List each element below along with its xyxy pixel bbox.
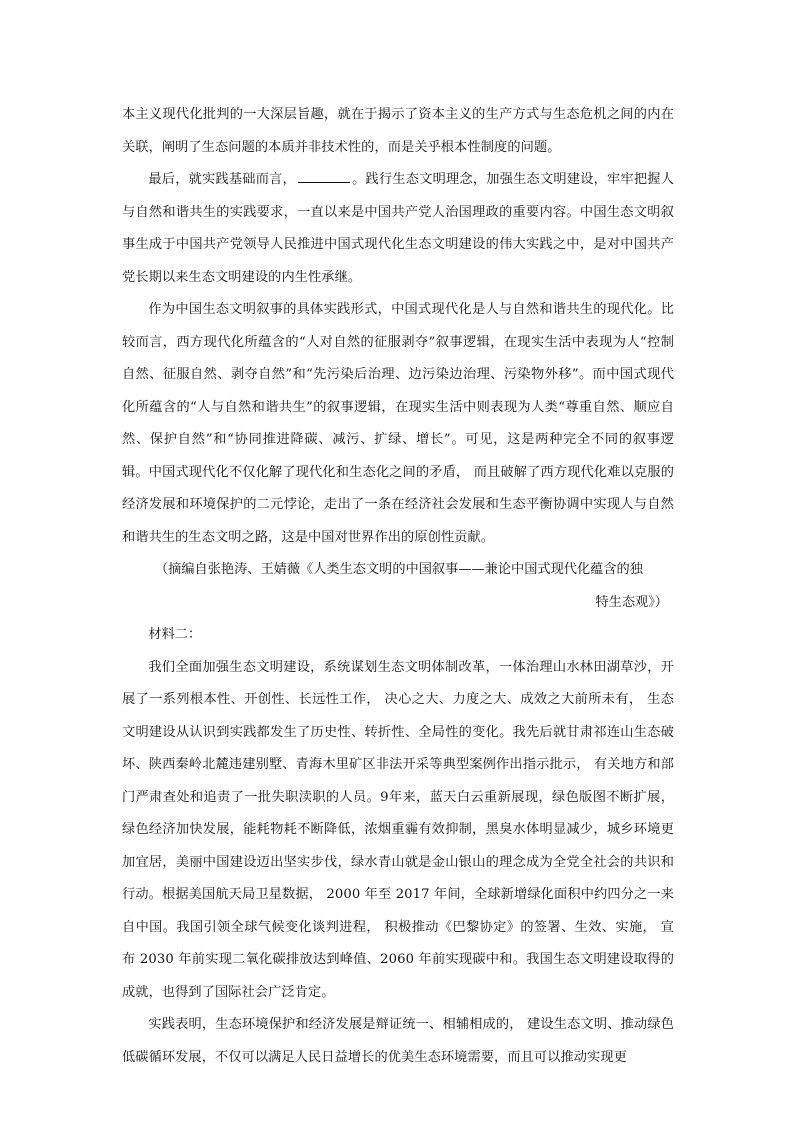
- fill-in-blank: [298, 170, 350, 183]
- paragraph-3: 作为中国生态文明叙事的具体实践形式，中国式现代化是人与自然和谐共生的现代化。比较而言，西方现代化所蕴含的“人对自然的征服剥夺”叙事逻辑，在现实生活中表现为人“控制自然、征服自然、剥夺自然”和“先污染后治理、边污染边治理、污染物外移”。而中国式现代化所蕴含的“人与自然和谐共生”的叙事逻辑，在现实生活中则表现为人类“尊重自然、顺应自然、保护自然”和“协同推进降碳、减污、扩绿、增长”。可见，这是两种完全不同的叙事逻辑。中国式现代化不仅化解了现代化和生态化之间的矛盾， 而且破解了西方现代化难以克服的经济发展和环境保护的二元悖论，走出了一条在经济社会发展和生态平衡协调中实现人与自然和谐共生的生态文明之路，这是中国对世界作出的原创性贡献。: [122, 302, 674, 545]
- paragraph-4: 我们全面加强生态文明建设，系统谋划生态文明体制改革，一体治理山水林田湖草沙，开展了一系列根本性、开创性、长远性工作， 决心之大、力度之大、成效之大前所未有， 生态文明建设从认识到实践都发生了历史性、转折性、全局性的变化。我先后就甘肃祁连山生态破坏、陕西秦岭北麓违建别墅、青海木里矿区非法开采等典型案例作出指示批示， 有关地方和部门严肃查处和追责了一批失职渎职的人员。9年来，蓝天白云重新展现，绿色版图不断扩展，绿色经济加快发展，能耗物耗不断降低，浓烟重霾有效抑制，黑臭水体明显减少，城乡环境更加宜居，美丽中国建设迈出坚实步伐，绿水青山就是金山银山的理念成为全党全社会的共识和行动。根据美国航天局卫星数据， 2000 年至 2017 年间，全球新增绿化面积中约四分之一来自中国。我国引领全球气候变化谈判进程， 积极推动《巴黎协定》的签署、生效、实施， 宣布 2030 年前实现二氧化碳排放达到峰值、2060 年前实现碳中和。我国生态文明建设取得的成就，也得到了国际社会广泛肯定。: [122, 659, 674, 1000]
- paragraph-2-rest: 。践行生态文明理念，加强生态文明建设，牢牢把握人与自然和谐共生的实践要求，一直以来是中国共产党人治国理政的重要内容。中国生态文明叙事生成于中国共产党领导人民推进中国式现代化生态文明建设的伟大实践之中，是对中国共产党长期以来生态文明建设的内生性承继。: [122, 172, 674, 285]
- section-heading-material-2: 材料二：: [148, 627, 202, 642]
- citation-line-2: 特生态观》）: [595, 594, 668, 610]
- paragraph-1: 本主义现代化批判的一大深层旨趣，就在于揭示了资本主义的生产方式与生态危机之间的内在关联，阐明了生态问题的本质并非技术性的，而是关乎根本性制度的问题。: [122, 107, 674, 155]
- paragraph-2: [122, 164, 674, 294]
- paragraph-2-lead: 最后，就实践基础而言，: [148, 172, 296, 187]
- document-page: [122, 99, 674, 1074]
- paragraph-5: 实践表明，生态环境保护和经济发展是辩证统一、相辅相成的， 建设生态文明、推动绿色低碳循环发展，不仅可以满足人民日益增长的优美生态环境需要，而且可以推动实现更: [122, 1017, 674, 1065]
- citation-line-1: （摘编自张艳涛、王婧薇《人类生态文明的中国叙事——兼论中国式现代化蕴含的独: [155, 562, 643, 577]
